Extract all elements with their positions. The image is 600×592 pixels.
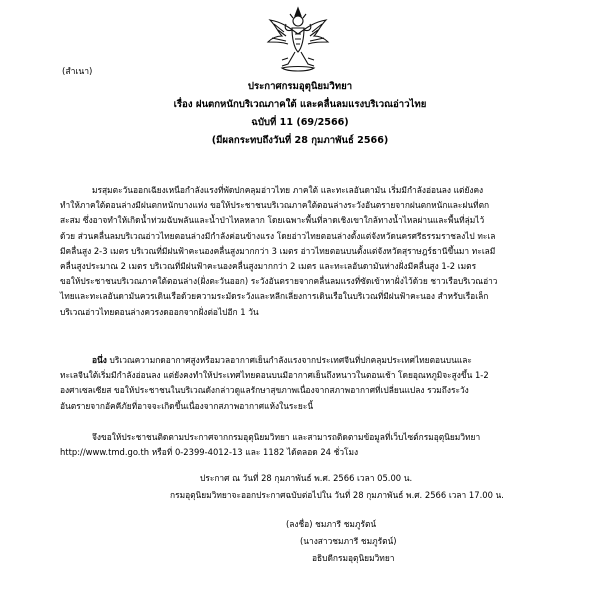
text-line: สะสม ซึ่งอาจทำให้เกิดน้ำท่วมฉับพลันและน้ำป่าไหลหลาก โดยเฉพาะพื้นที่ลาดเชิงเขาใกล้ทางน้ำไหลผ่านและพื้นที่ลุ่มไว้ xyxy=(60,215,485,226)
paragraph-lead: อนึ่ง xyxy=(92,355,107,365)
text-line: http://www.tmd.go.th หรือที่ 0-2399-4012-13 และ 1182 ได้ตลอด 24 ชั่วโมง xyxy=(60,447,359,458)
text-line: ไทยและทะเลอันดามันควรเดินเรือด้วยความระมัดระวังและหลีกเลี่ยงการเดินเรือในบริเวณที่มีฝนฟ้าคะนอง สำหรับเรือเล็ก xyxy=(60,291,489,302)
paragraph-high-pressure xyxy=(60,353,546,414)
text-line: อนึ่ง บริเวณความกดอากาศสูงหรือมวลอากาศเย็นกำลังแรงจากประเทศจีนที่ปกคลุมประเทศไทยตอนบนและ xyxy=(92,355,472,365)
header-block xyxy=(0,78,600,150)
announcement-title: ประกาศกรมอุตุนิยมวิทยา xyxy=(247,81,353,92)
issue-number: ฉบับที่ 11 (69/2566) xyxy=(251,117,349,128)
text-line: มีคลื่นสูง 2-3 เมตร บริเวณที่มีฝนฟ้าคะนองคลื่นสูงมากกว่า 3 เมตร อ่าวไทยตอนบนตั้งแต่จังหวัดสุราษฎร์ธานีขึ้นมา ทะเลมี xyxy=(60,245,496,256)
signer-name: (นางสาวชมภารี ชมภูรัตน์) xyxy=(300,536,397,546)
text-line: จึงขอให้ประชาชนติดตามประกาศจากกรมอุตุนิยมวิทยา และสามารถติดตามข้อมูลที่เว็บไซต์กรมอุตุนิยมวิทยา xyxy=(92,432,481,442)
text-line: ทะเลจีนใต้เริ่มมีกำลังอ่อนลง แต่ยังคงทำให้ประเทศไทยตอนบนมีอากาศเย็นถึงหนาวในตอนเช้า โดยอุณหภูมิจะสูงขึ้น 1-2 xyxy=(60,370,489,381)
text-line: ด้วย ส่วนคลื่นลมบริเวณอ่าวไทยตอนล่างมีกำลังค่อนข้างแรง โดยอ่าวไทยตอนล่างตั้งแต่จังหวัดนครศรีธรรมราชลงไป ทะเล xyxy=(60,230,496,241)
text-line: อันตรายจากอัคคีภัยที่อาจจะเกิดขึ้นเนื่องจากสภาพอากาศแห้งในระยะนี้ xyxy=(60,400,314,411)
issued-datetime: ประกาศ ณ วันที่ 28 กุมภาพันธ์ พ.ศ. 2566 เวลา 05.00 น. xyxy=(200,473,413,483)
garuda-emblem xyxy=(262,4,334,76)
text-line: ทำให้ภาคใต้ตอนล่างมีฝนตกหนักบางแห่ง ขอให้ประชาชนบริเวณภาคใต้ตอนล่างระวังอันตรายจากฝนตกหนักและฝนที่ตก xyxy=(60,200,490,211)
text-line: ขอให้ประชาชนบริเวณภาคใต้ตอนล่าง(ฝั่งตะวันออก) ระวังอันตรายจากคลื่นลมแรงที่ซัดเข้าหาฝั่งไว้ด้วย ชาวเรือบริเวณอ่าว xyxy=(60,276,498,287)
text-line: คลื่นสูงประมาณ 2 เมตร บริเวณที่มีฝนฟ้าคะนองคลื่นสูงมากกว่า 2 เมตร และทะเลอันดามันห่างฝั่งมีคลื่นสูง 1-2 เมตร xyxy=(60,261,477,272)
paragraph-contact xyxy=(60,430,546,460)
signer-title: อธิบดีกรมอุตุนิยมวิทยา xyxy=(312,553,395,563)
text-line: บริเวณอ่าวไทยตอนล่างควรงดออกจากฝั่งต่อไปอีก 1 วัน xyxy=(60,306,259,317)
paragraph-monsoon xyxy=(60,183,546,320)
signature-line: (ลงชื่อ) ชมภารี ชมภูรัตน์ xyxy=(286,519,377,529)
text-line: มรสุมตะวันออกเฉียงเหนือกำลังแรงที่พัดปกคลุมอ่าวไทย ภาคใต้ และทะเลอันดามัน เริ่มมีกำลังอ่อนลง แต่ยังคง xyxy=(92,185,484,195)
next-issue-notice: กรมอุตุนิยมวิทยาจะออกประกาศฉบับต่อไปใน วันที่ 28 กุมภาพันธ์ พ.ศ. 2566 เวลา 17.00 น. xyxy=(170,490,504,500)
copy-mark: (สำเนา) xyxy=(62,67,93,77)
effective-date: (มีผลกระทบถึงวันที่ 28 กุมภาพันธ์ 2566) xyxy=(211,135,389,146)
text-line: องศาเซลเซียส ขอให้ประชาชนในบริเวณดังกล่าวดูแลรักษาสุขภาพเนื่องจากสภาพอากาศที่เปลี่ยนแปลง รวมถึงระวัง xyxy=(60,385,469,396)
announcement-subject: เรื่อง ฝนตกหนักบริเวณภาคใต้ และคลื่นลมแรงบริเวณอ่าวไทย xyxy=(173,99,427,110)
